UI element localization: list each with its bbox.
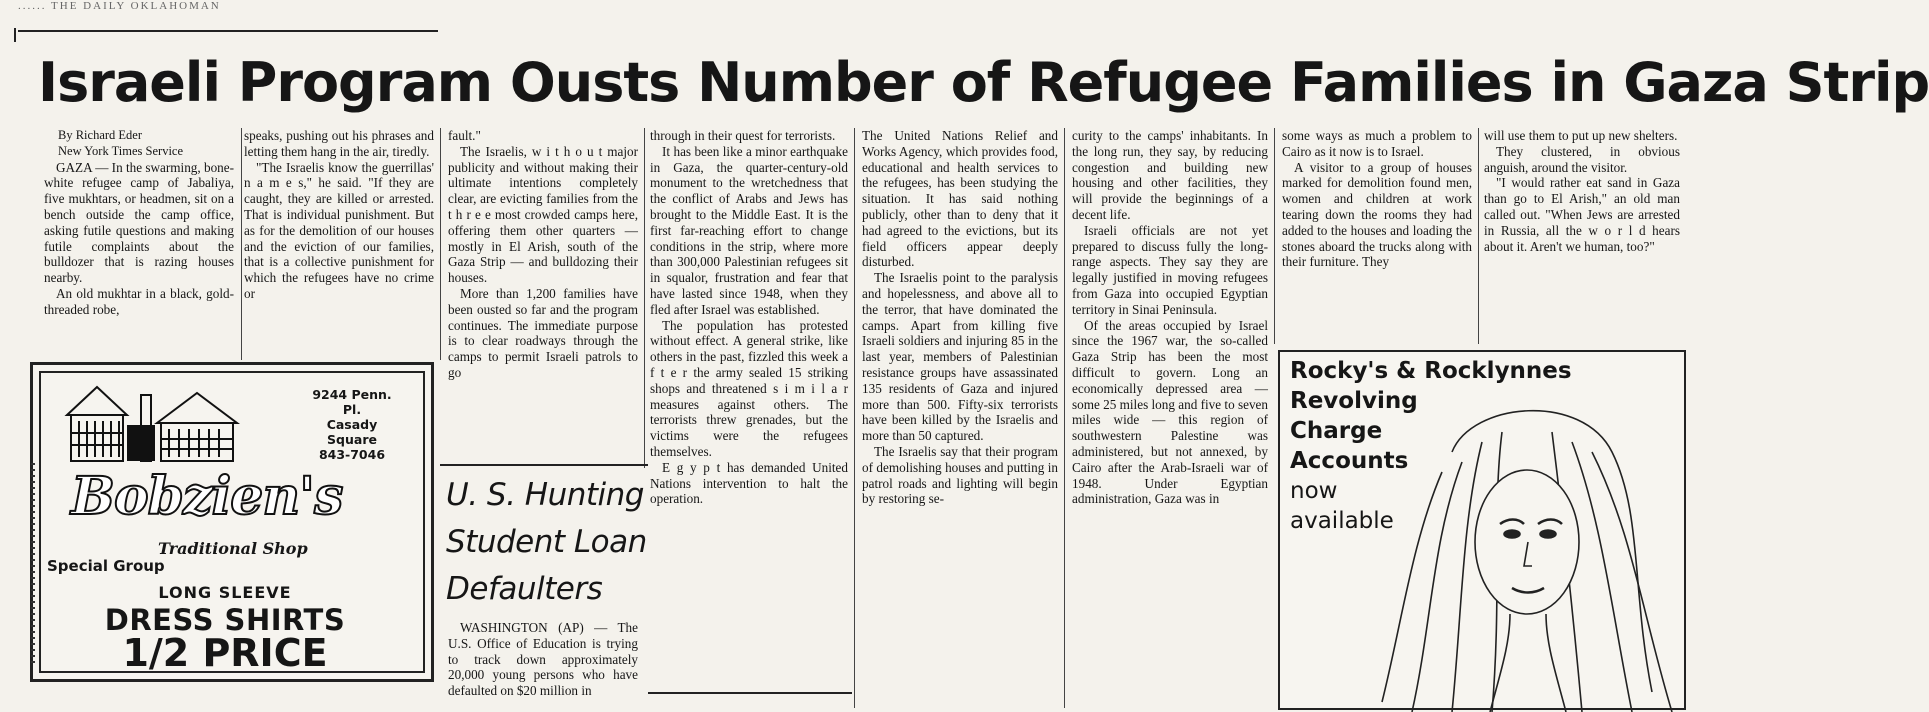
article-column-1: [44, 128, 234, 358]
bobzien-ad: [30, 362, 434, 682]
hunting-headline: [446, 472, 648, 613]
paragraph: The population has protested without effect. A general strike, like others in the past, fizzled this week a f t e r the army sealed 15 striking shops and threatened s i m i l a r measures against others. The terrorists threw grenades, but the victims were the refugees themselves.: [650, 317, 848, 459]
paragraph: curity to the camps' inhabitants. In the long run, they say, by reducing congestion and building new housing and other facilities, they will provide the beginnings of a decent life.: [1072, 128, 1268, 222]
ad-phone: 843-7046: [318, 447, 386, 462]
article-column-2: [244, 128, 434, 358]
ad-charge-text: [1290, 356, 1580, 536]
paragraph: "The Israelis know the guerrillas' n a m e s," he said. "If they are caught, they are killed or arrested. That is individual punishment. But as for the demolition of our houses and the eviction of our families, that is a collective punishment for which the refugees have no crime or: [244, 159, 434, 301]
ad-location: Casady Square: [326, 417, 378, 447]
ad-address: [307, 387, 397, 462]
column-rule: [1064, 128, 1065, 708]
ad-price: 1/2 PRICE: [122, 631, 328, 675]
article-column-3: [448, 128, 638, 458]
hunting-headline-line: Student Loan: [446, 524, 647, 560]
paragraph: An old mukhtar in a black, gold-threaded robe,: [44, 285, 234, 317]
paragraph: will use them to put up new shelters.: [1484, 128, 1678, 143]
article-column-4: [650, 128, 848, 690]
article-column-6: [1072, 128, 1268, 706]
ad-accounts: Accounts: [1290, 448, 1409, 474]
storefront-illustration-icon: [57, 375, 267, 465]
paragraph: GAZA — In the swarming, bone-white refugee camp of Jabaliya, five mukhtars, or headmen, sit on a bench outside the camp office, asking futile questions and making futile complaints about the bulldozer that is razing houses nearby.: [44, 159, 234, 286]
hunting-headline-line: Defaulters: [446, 571, 603, 607]
paragraph: It has been like a minor earthquake in Gaza, the quarter-century-old monument to the wretchedness that the conflict of Arabs and Jews has brought to the Middle East. It is the first far-reaching effort to change conditions in the strip, where more than 300,000 Palestinian refugees sit in squalor, frustration and fear that have lasted since 1948, when they fled after Israel was established.: [650, 143, 848, 317]
ad-store-name: Bobzien's: [71, 466, 343, 527]
ad-charge: Charge: [1290, 418, 1383, 444]
paragraph: A visitor to a group of houses marked for demolition found men, women and children at work tearing down the rooms they had added to the houses and loading the stones aboard the trucks along with their furniture. They: [1282, 159, 1472, 270]
ad-tagline: Traditional Shop: [158, 539, 308, 558]
ad-dress-shirts: DRESS SHIRTS: [104, 603, 346, 637]
rocky-ad: [1278, 350, 1686, 710]
paragraph: They clustered, in obvious anguish, around the visitor.: [1484, 143, 1680, 175]
masthead: ...... THE DAILY OKLAHOMAN: [18, 0, 438, 32]
paragraph: E g y p t has demanded United Nations intervention to halt the operation.: [650, 459, 848, 507]
column-rule: [1274, 128, 1275, 344]
page-edge-rule: [14, 28, 16, 42]
article-column-7: [1282, 128, 1472, 342]
column-rule: [440, 128, 441, 360]
ad-available: available: [1290, 508, 1394, 534]
ad-now: now: [1290, 478, 1338, 504]
paragraph: The Israelis point to the paralysis and hopelessness, and above all to the terror, that have dominated the camps. Apart from killing five Israeli soldiers and injuring 85 in the last year, members of Palestinian resistance groups have assassinated 135 residents of Gaza and injured more than 500. Fifty-six terrorists have been killed by the Israelis and more than 50 captured.: [862, 270, 1058, 444]
ad-store-names: Rocky's & Rocklynnes: [1290, 358, 1572, 384]
headline: Israeli Program Ousts Number of Refugee Families in Gaza Strip: [38, 51, 1929, 114]
byline-author: By Richard Eder: [58, 128, 143, 142]
paragraph: Israeli officials are not yet prepared to discuss fully the long-range aspects. They say they are legally justified in moving refugees from Gaza into occupied Egyptian territory in Sinai Peninsula.: [1072, 222, 1268, 317]
paragraph: The United Nations Relief and Works Agency, which provides food, educational and health services to the refugees, has been studying the situation. It has said nothing publicly, other than to deny that it had agreed to the evictions, but its field officers appear deeply disturbed.: [862, 128, 1058, 270]
paragraph: through in their quest for terrorists.: [650, 128, 836, 143]
column-rule: [644, 128, 645, 468]
section-rule: [648, 692, 852, 694]
paragraph: Of the areas occupied by Israel since the 1967 war, the so-called Gaza Strip has been the most difficult to govern. Long an economically depressed area — some 25 miles long and five to seven miles wide — this region of southwestern Palestine was administered, but not annexed, by Cairo after the Arab-Israeli war of 1948. Under Egyptian administration, Gaza was in: [1072, 317, 1268, 507]
paragraph: More than 1,200 families have been ousted so far and the program continues. The immediate purpose is to clear roadways through the camps to permit Israeli patrols to go: [448, 285, 638, 380]
paragraph: "I would rather eat sand in Gaza than go to El Arish," an old man called out. "When Jews are arrested in Russia, all the w o r l d hears about it. Aren't we human, too?": [1484, 175, 1680, 254]
hunting-headline-line: U. S. Hunting: [446, 477, 644, 513]
ad-long-sleeve: LONG SLEEVE: [158, 583, 292, 602]
article-column-5: [862, 128, 1058, 706]
paragraph: speaks, pushing out his phrases and letting them hang in the air, tiredly.: [244, 128, 434, 159]
paragraph: WASHINGTON (AP) — The U.S. Office of Education is trying to track down approximately 20,000 young persons who have defaulted on $20 million in: [448, 620, 638, 699]
box-top-rule: [440, 464, 648, 466]
article-column-8: [1484, 128, 1680, 342]
ad-revolving: Revolving: [1290, 388, 1418, 414]
paragraph: some ways as much a problem to Cairo as it now is to Israel.: [1282, 128, 1472, 159]
column-rule: [1478, 128, 1479, 344]
hunting-article: [448, 620, 638, 706]
column-rule: [241, 128, 242, 360]
byline-service: New York Times Service: [58, 143, 184, 158]
ad-special-group: Special Group: [47, 557, 165, 575]
paragraph: The Israelis, w i t h o u t major publicity and without making their ultimate intentions completely clear, are evicting families from the t h r e e most crowded camps here, offering them other quarters — mostly in El Arish, south of the Gaza Strip — and bulldozing their houses.: [448, 143, 638, 286]
paragraph: fault.": [448, 128, 481, 143]
paragraph: The Israelis say that their program of demolishing houses and putting in patrol roads and lighting will begin by restoring se-: [862, 443, 1058, 507]
ad-street: 9244 Penn. Pl.: [312, 387, 392, 417]
column-rule: [854, 128, 855, 708]
